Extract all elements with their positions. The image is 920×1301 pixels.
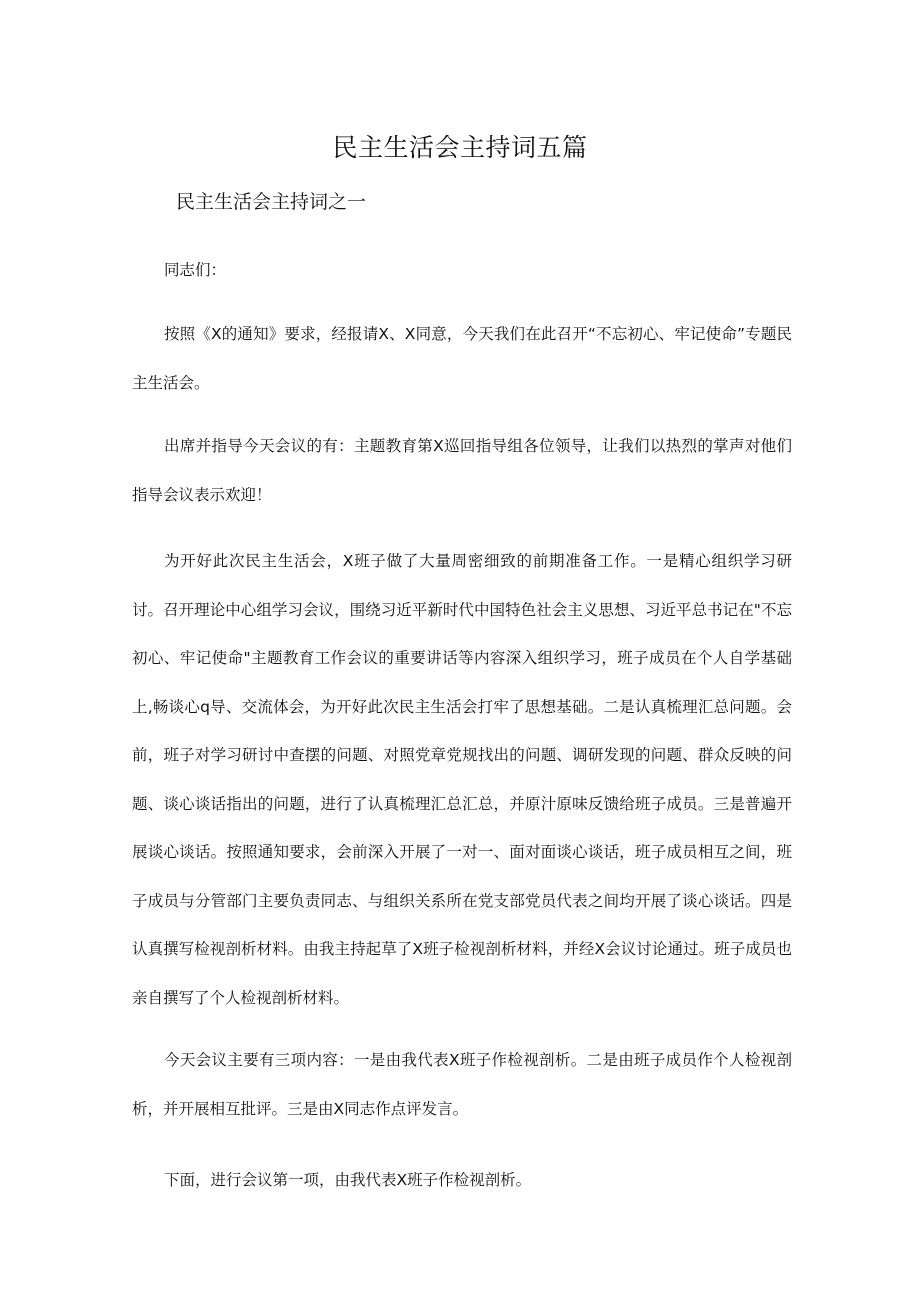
paragraph-preparation: 为开好此次民主生活会，X班子做了大量周密细致的前期准备工作。一是精心组织学习研讨。召开理论中心组学习会议，围绕习近平新时代中国特色社会主义思想、习近平总书记在"不忘初心、牢记使命"主题教育工作会议的重要讲话等内容深入组织学习，班子成员在个人自学基础上,畅谈心q导、交流体会，为开好此次民主生活会打牢了思想基础。二是认真梳理汇总问题。会前，班子对学习研讨中查摆的问题、对照党章党规找出的问题、调研发现的问题、群众反映的问题、谈心谈话指出的问题，进行了认真梳理汇总汇总，并原汁原味反馈给班子成员。三是普遍开展谈心谈话。按照通知要求，会前深入开展了一对一、面对面谈心谈话，班子成员相互之间，班子成员与分管部门主要负责同志、与组织关系所在党支部党员代表之间均开展了谈心谈话。四是认真撰写检视剖析材料。由我主持起草了X班子检视剖析材料，并经X会议讨论通过。班子成员也亲自撰写了个人检视剖析材料。 bbox=[132, 552, 792, 1007]
paragraph-greeting: 同志们： bbox=[164, 261, 227, 279]
paragraph-meeting-notice: 按照《X的通知》要求，经报请X、X同意，今天我们在此召开“不忘初心、牢记使命”专题民主生活会。 bbox=[132, 325, 792, 392]
paragraph-agenda: 今天会议主要有三项内容：一是由我代表X班子作检视剖析。二是由班子成员作个人检视剖析，并开展相互批评。三是由X同志作点评发言。 bbox=[132, 1051, 792, 1118]
document-subtitle: 民主生活会主持词之一 bbox=[176, 191, 367, 213]
paragraph-attendees: 出席并指导今天会议的有：主题教育第X巡回指导组各位领导，让我们以热烈的掌声对他们指导会议表示欢迎！ bbox=[132, 437, 792, 504]
paragraph-first-item: 下面，进行会议第一项，由我代表X班子作检视剖析。 bbox=[164, 1171, 532, 1189]
document-title: 民主生活会主持词五篇 bbox=[332, 133, 588, 162]
